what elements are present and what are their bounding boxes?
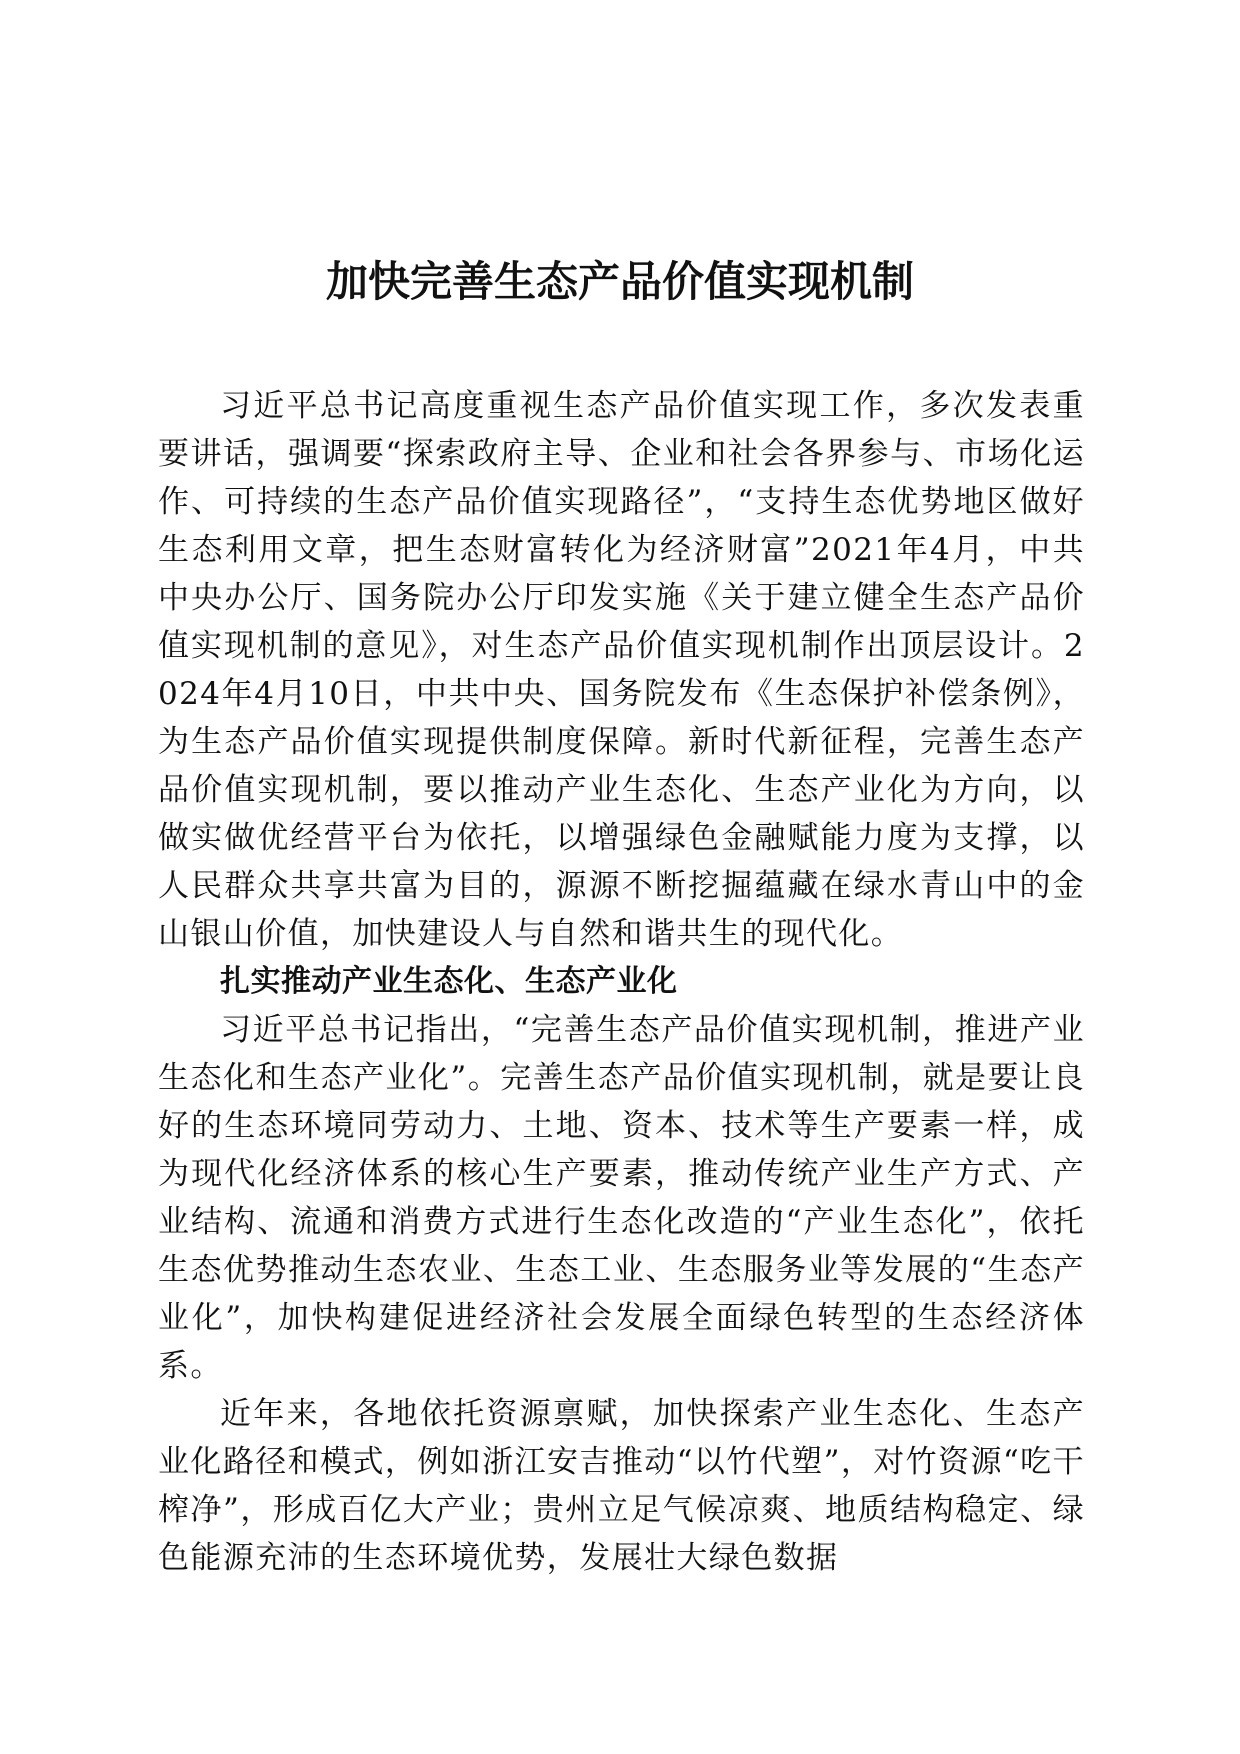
document-title: 加快完善生态产品价值实现机制 bbox=[325, 257, 914, 306]
body-paragraph-intro: 习近平总书记高度重视生态产品价值实现工作，多次发表重要讲话，强调要“探索政府主导、企业和社会各界参与、市场化运作、可持续的生态产品价值实现路径”，“支持生态优势地区做好生态利用文章，把生态财富转化为经济财富”2021年4月，中共中央办公厅、国务院办公厅印发实施《关于建立健全生态产品价值实现机制的意见》，对生态产品价值实现机制作出顶层设计。2024年4月10日，中共中央、国务院发布《生态保护补偿条例》，为生态产品价值实现提供制度保障。新时代新征程，完善生态产品价值实现机制，要以推动产业生态化、生态产业化为方向，以做实做优经营平台为依托，以增强绿色金融赋能力度为支撑，以人民群众共享共富为目的，源源不断挖掘蕴藏在绿水青山中的金山银山价值，加快建设人与自然和谐共生的现代化。 bbox=[158, 388, 1085, 952]
document-body bbox=[158, 382, 1085, 1582]
body-paragraph-section: 习近平总书记指出，“完善生态产品价值实现机制，推进产业生态化和生态产业化”。完善生态产品价值实现机制，就是要让良好的生态环境同劳动力、土地、资本、技术等生产要素一样，成为现代化经济体系的核心生产要素，推动传统产业生产方式、产业结构、流通和消费方式进行生态化改造的“产业生态化”，依托生态优势推动生态农业、生态工业、生态服务业等发展的“生态产业化”，加快构建促进经济社会发展全面绿色转型的生态经济体系。 bbox=[158, 1012, 1085, 1384]
section-heading: 扎实推动产业生态化、生态产业化 bbox=[220, 964, 678, 999]
body-paragraph-examples: 近年来，各地依托资源禀赋，加快探索产业生态化、生态产业化路径和模式，例如浙江安吉推动“以竹代塑”，对竹资源“吃干榨净”，形成百亿大产业；贵州立足气候凉爽、地质结构稳定、绿色能源充沛的生态环境优势，发展壮大绿色数据 bbox=[158, 1396, 1085, 1576]
